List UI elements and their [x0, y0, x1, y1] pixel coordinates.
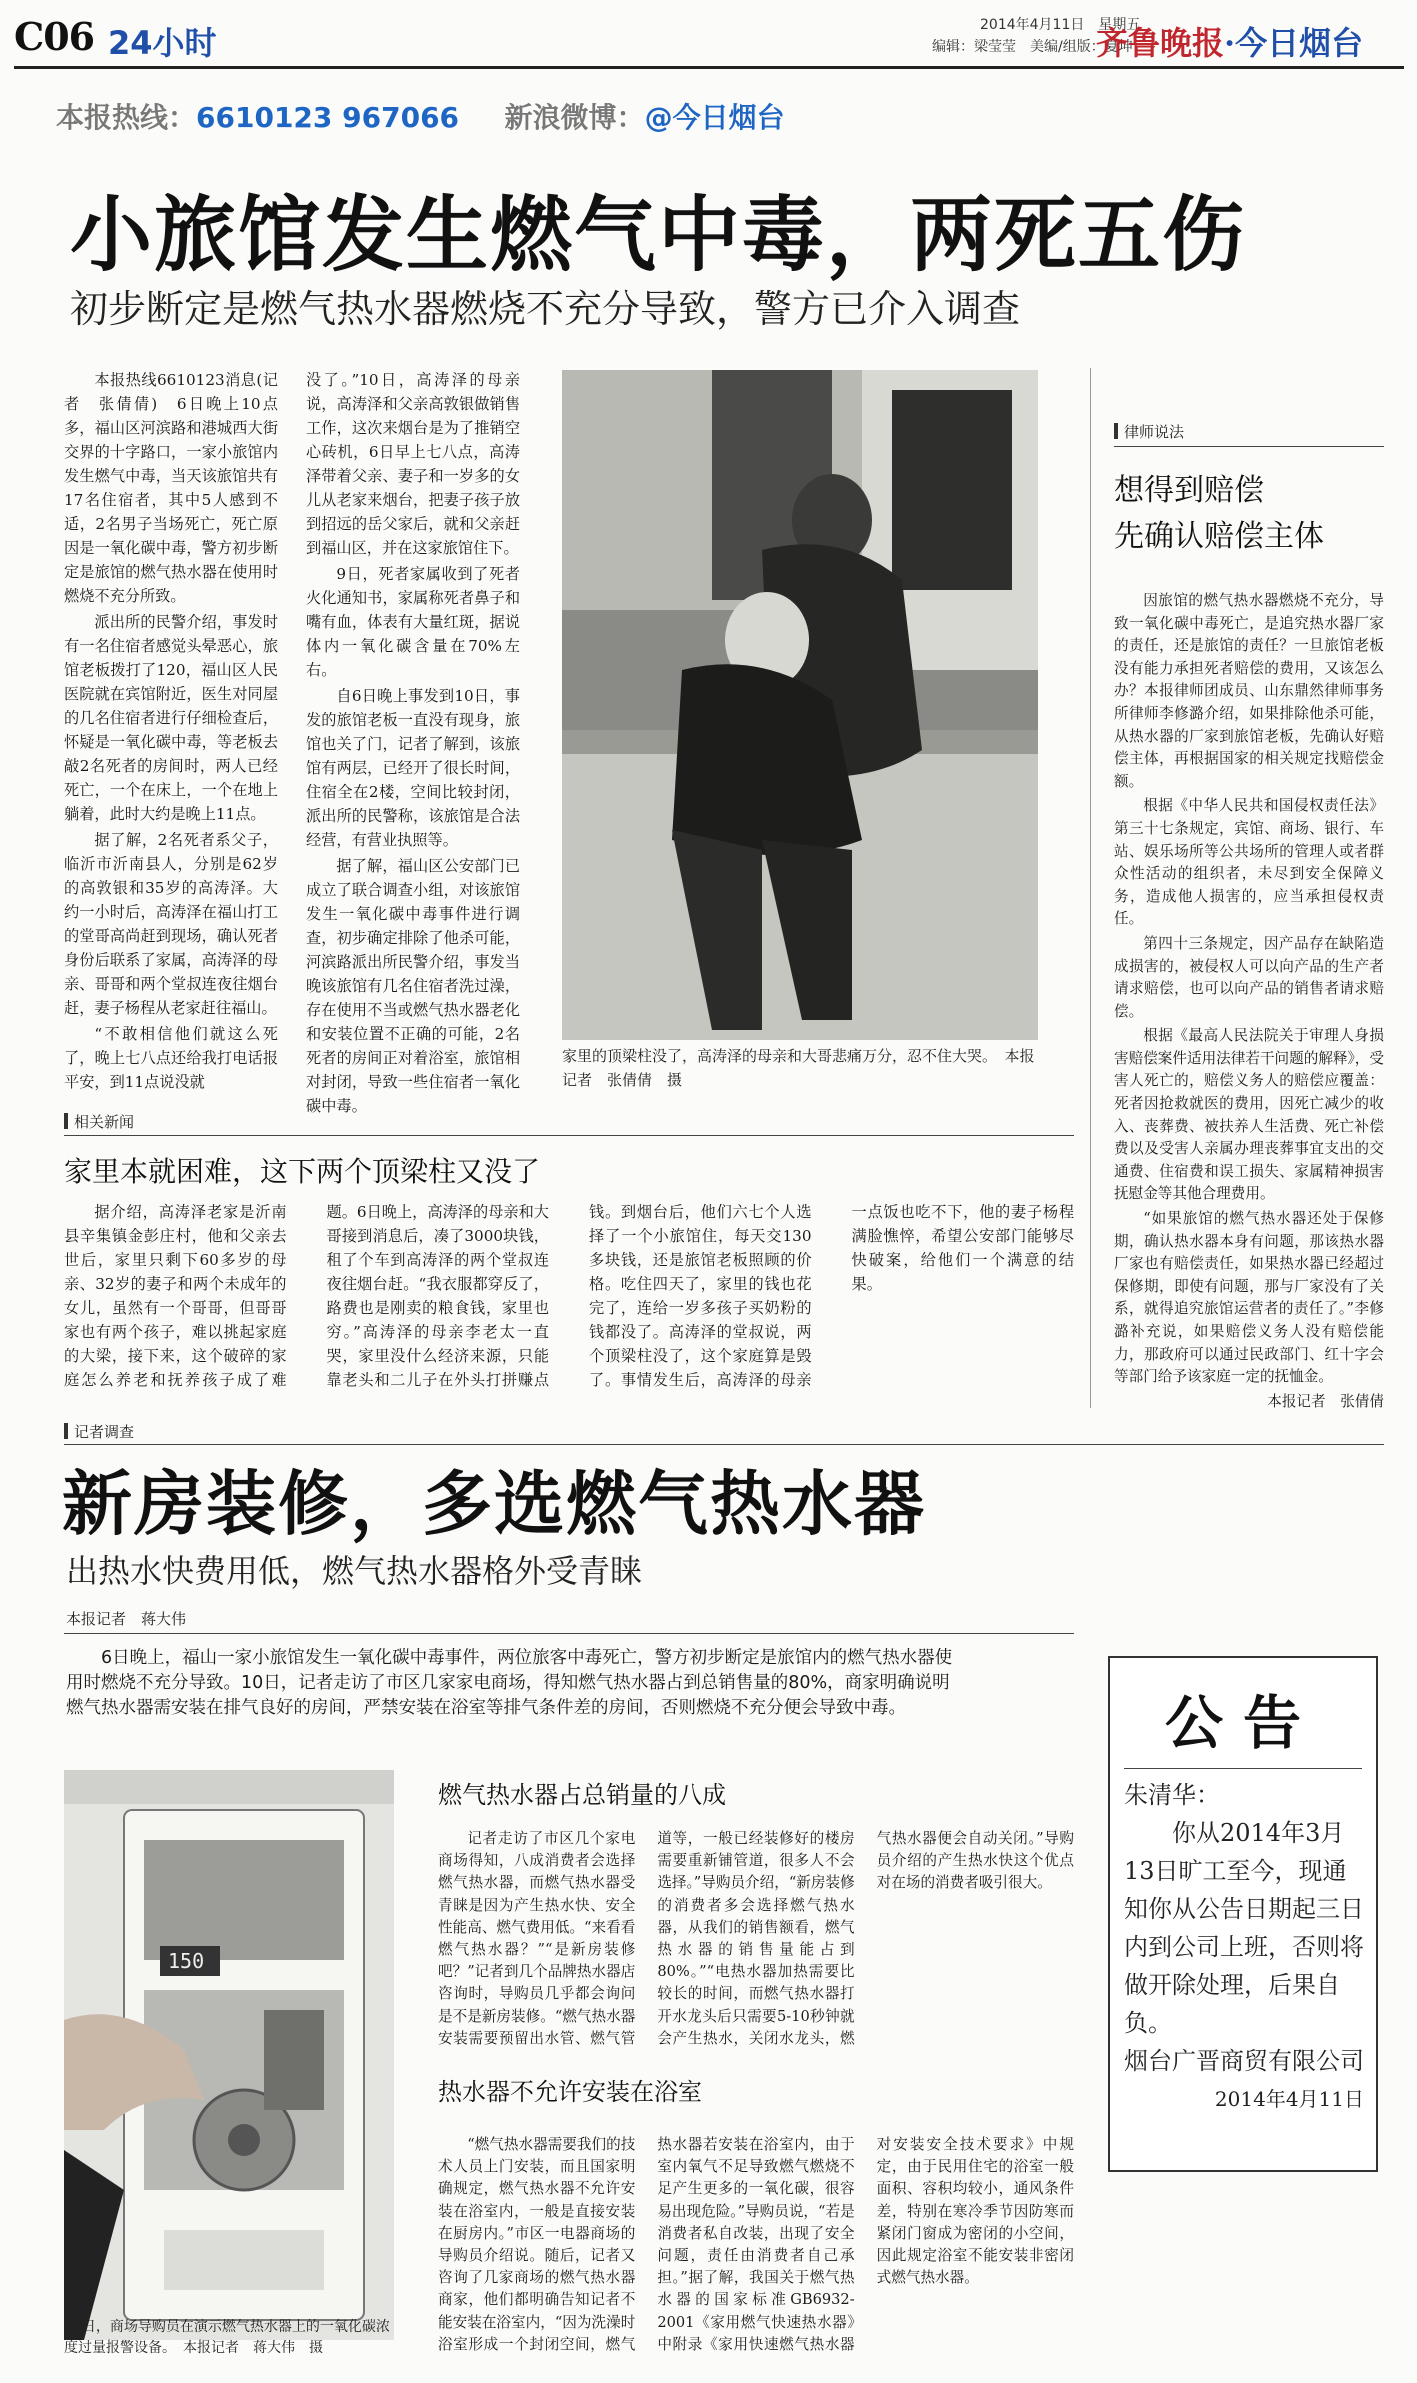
paragraph: 自6日晚上事发到10日，事发的旅馆老板一直没有现身，旅馆也关了门，记者了解到，该旅馆有两层，已经开了很长时间，住宿全在2楼，空间比较封闭，派出所的民警称，该旅馆是合法经营，有营业执照等。	[306, 687, 520, 849]
byline-rule	[64, 1633, 1074, 1634]
tag-rule	[1114, 446, 1384, 447]
paragraph: 因旅馆的燃气热水器燃烧不充分，导致一氧化碳中毒死亡，是追究热水器厂家的责任，还是旅馆的责任？一旦旅馆老板没有能力承担死者赔偿的费用，又该怎么办？本报律师团成员、山东鼎然律师事务所律师李修潞介绍，如果排除他杀可能，从热水器的厂家到旅馆老板，先确认好赔偿主体，再根据国家的相关规定找赔偿金额。	[1114, 592, 1384, 790]
lead-photo	[562, 370, 1038, 1040]
hotline-label: 本报热线：	[56, 101, 197, 134]
paragraph: 据了解，福山区公安部门已成立了联合调查小组，对该旅馆发生一氧化碳中毒事件进行调查，初步确定排除了他杀可能，河滨路派出所民警介绍，事发当晚该旅馆有几名住宿者洗过澡，存在使用不当或燃气热水器老化和安装位置不正确的可能，2名死者的房间正对着浴室，旅馆相对封闭，导致一些住宿者一氧化碳中毒。	[306, 857, 520, 1115]
paragraph: “不敢相信他们就这么死了，晚上七八点还给我打电话报平安，到11点说没就	[64, 1025, 278, 1091]
tag-rule	[64, 1444, 1384, 1445]
heater-photo	[64, 1770, 394, 2340]
tag-rule	[64, 1135, 1074, 1136]
investigation-headline: 新房装修，多选燃气热水器	[62, 1463, 926, 1545]
notice-box	[1108, 1656, 1378, 2172]
notice-body	[1124, 1776, 1364, 2118]
lawyer-tag: 律师说法	[1114, 421, 1184, 442]
notice-date: 2014年4月11日	[1214, 2087, 1364, 2111]
notice-title: 公告	[1164, 1689, 1321, 1757]
investigation-subheadline: 出热水快费用低，燃气热水器格外受青睐	[66, 1552, 643, 1590]
column-divider	[1090, 368, 1091, 1408]
notice-addressee: 朱清华：	[1124, 1781, 1220, 1809]
lead-headline: 小旅馆发生燃气中毒，两死五伤	[70, 188, 1247, 283]
lawyer-signature: 本报记者 张倩倩	[1267, 1392, 1384, 1410]
hotline-numbers: 6610123 967066	[196, 101, 460, 134]
notice-rule	[1124, 1768, 1362, 1769]
lawyer-text	[1114, 590, 1384, 1470]
investigation-lead: 6日晚上，福山一家小旅馆发生一氧化碳中毒事件，两位旅客中毒死亡，警方初步断定是旅馆内的燃气热水器使用时燃烧不充分导致。10日，记者走访了市区几家家电商场，得知燃气热水器占到总销售量的80%，商家明确说明燃气热水器需安装在排气良好的房间，严禁安装在浴室等排气条件差的房间，否则燃烧不充分便会导致中毒。	[66, 1648, 953, 1718]
investigation-byline: 本报记者 蒋大伟	[66, 1610, 187, 1628]
investigation-tag: 记者调查	[64, 1421, 134, 1442]
lead-column-1	[64, 368, 278, 1091]
weibo-handle: @今日烟台	[644, 101, 785, 134]
related-headline: 家里本就困难，这下两个顶梁柱又没了	[64, 1155, 541, 1188]
lead-subheadline: 初步断定是燃气热水器燃烧不充分导致，警方已介入调查	[70, 287, 1021, 331]
paragraph: 据了解，2名死者系父子，临沂市沂南县人，分别是62岁的高敦银和35岁的高涛泽。大约一小时后，高涛泽在福山打工的堂哥高尚赶到现场，确认死者身份后联系了家属，高涛泽的母亲、哥哥和两个堂叔连夜往烟台赶，妻子杨程从老家赶往福山。	[64, 831, 278, 1017]
date-line: 2014年4月11日 星期五	[980, 17, 1141, 33]
related-text: 据介绍，高涛泽老家是沂南县辛集镇金彭庄村，他和父亲去世后，家里只剩下60多岁的母亲、32岁的妻子和两个未成年的女儿，虽然有一个哥哥，但哥哥家也有两个孩子，难以挑起家庭的大梁，接下来，这个破碎的家庭怎么养老和抚养孩子成了难题。6日晚上，高涛泽的母亲和大哥接到消息后，凑了3000块钱，租了个车到高涛泽的两个堂叔连夜往烟台赶。“我衣服都穿反了，路费也是刚卖的粮食钱，家里也穷。”高涛泽的母亲李老太一直哭，家里没什么经济来源，只能靠老头和二儿子在外头打拼赚点钱。到烟台后，他们六七个人选择了一个小旅馆住，每天交130多块钱，还是旅馆老板照顾的价格。吃住四天了，家里的钱也花完了，连给一岁多孩子买奶粉的钱都没了。高涛泽的堂叔说，两个顶梁柱没了，这个家庭算是毁了。事情发生后，高涛泽的母亲一点饭也吃不下，他的妻子杨程满脸憔悴，希望公安部门能够尽快破案，给他们一个满意的结果。	[64, 1203, 1074, 1389]
paragraph: 本报热线6610123消息(记者 张倩倩) 6日晚上10点多，福山区河滨路和港城西大街交界的十字路口，一家小旅馆内发生燃气中毒，当天该旅馆共有17名住宿者，其中5人感到不适，2名男子当场死亡，死亡原因是一氧化碳中毒，警方初步断定是旅馆的燃气热水器在使用时燃烧不充分所致。	[64, 371, 278, 605]
paragraph: 根据《中华人民共和国侵权责任法》第三十七条规定，宾馆、商场、银行、车站、娱乐场所等公共场所的管理人或者群众性活动的组织者，未尽到安全保障义务，造成他人损害的，应当承担侵权责任。	[1114, 797, 1384, 928]
brand-name: 齐鲁晚报	[1096, 24, 1225, 62]
paragraph: 根据《最高人民法院关于审理人身损害赔偿案件适用法律若干问题的解释》，受害人死亡的，赔偿义务人的赔偿应覆盖：死者因抢救就医的费用，因死亡减少的收入、丧葬费、被扶养人生活费、死亡补偿费以及受害人亲属办理丧葬事宜支出的交通费、住宿费和误工损失、家属精神损害抚慰金等其他合理费用。	[1114, 1027, 1384, 1203]
paragraph: 没了。”10日，高涛泽的母亲说，高涛泽和父亲高敦银做销售工作，这次来烟台是为了推销空心砖机，6日早上七八点，高涛泽带着父亲、妻子和一岁多的女儿从老家来烟台，把妻子孩子放到招远的岳父家后，就和父亲赶到福山区，并在这家旅馆住下。	[306, 371, 520, 557]
paragraph: 第四十三条规定，因产品存在缺陷造成损害的，被侵权人可以向产品的生产者请求赔偿，也可以向产品的销售者请求赔偿。	[1114, 934, 1384, 1020]
investigation-subhead-1: 燃气热水器占总销量的八成	[438, 1781, 726, 1809]
page-number: C06	[14, 14, 95, 59]
edition-name: ·今日烟台	[1224, 24, 1364, 62]
editors-line: 编辑：梁莹莹 美编/组版：夏坤	[932, 39, 1133, 55]
related-tag: 相关新闻	[64, 1111, 134, 1132]
paragraph: “如果旅馆的燃气热水器还处于保修期，确认热水器本身有问题，那该热水器厂家也有赔偿责任，如果热水器已经超过保修期，即使有问题，那与厂家没有了关系，就得追究旅馆运营者的责任了。”李修潞补充说，如果赔偿义务人没有赔偿能力，那政府可以通过民政部门、红十字会等部门给予该家庭一定的抚恤金。	[1114, 1210, 1384, 1386]
header-rule	[14, 66, 1404, 69]
lead-photo-caption: 家里的顶梁柱没了，高涛泽的母亲和大哥悲痛万分，忍不住大哭。 本报记者 张倩倩 摄	[562, 1047, 1035, 1089]
investigation-subhead-2: 热水器不允许安装在浴室	[438, 2078, 702, 2106]
notice-company: 烟台广晋商贸有限公司	[1124, 2047, 1364, 2075]
investigation-section-2-text: “燃气热水器需要我们的技术人员上门安装，而且国家明确规定，燃气热水器不允许安装在浴室内，一般是直接安装在厨房内。”市区一电器商场的导购员介绍说。随后，记者又咨询了几家商场的燃气热水器商家，他们都明确告知记者不能安装在浴室内，“因为洗澡时浴室形成一个封闭空间，燃气热水器若安装在浴室内，由于室内氧气不足导致燃气燃烧不足产生更多的一氧化碳，很容易出现危险。”导购员说，“若是消费者私自改装，出现了安全问题，责任由消费者自己承担。”据了解，我国关于燃气热水器的国家标准GB6932-2001《家用燃气快速热水器》中附录《家用快速燃气热水器对安装安全技术要求》中规定，由于民用住宅的浴室一般面积、容积均较小，通风条件差，特别在寒冷季节因防寒而紧闭门窗成为密闭的小空间，因此规定浴室不能安装非密闭式燃气热水器。	[438, 2136, 1074, 2353]
investigation-section-1-text: 记者走访了市区几个家电商场得知，八成消费者会选择燃气热水器，而燃气热水器受青睐是因为产生热水快、安全性能高、燃气费用低。“来看看燃气热水器？”“是新房装修吧？”记者到几个品牌热水器店咨询时，导购员几乎都会询问是不是新房装修。“燃气热水器安装需要预留出水管、燃气管道等，一般已经装修好的楼房需要重新铺管道，很多人不会选择。”导购员介绍，“新房装修的消费者多会选择燃气热水器，从我们的销售额看，燃气热水器的销售量能占到80%。”“电热水器加热需要比较长的时间，而燃气热水器打开水龙头后只需要5-10秒钟就会产生热水，关闭水龙头，燃气热水器便会自动关闭。”导购员介绍的产生热水快这个优点对在场的消费者吸引很大。	[438, 1830, 1074, 2047]
heater-photo-caption: 10日，商场导购员在演示燃气热水器上的一氧化碳浓度过量报警设备。 本报记者 蒋大伟 摄	[64, 2319, 390, 2356]
newspaper-brand	[1096, 18, 1363, 64]
hotline-bar	[56, 96, 785, 136]
lawyer-title-line-1: 想得到赔偿	[1114, 473, 1264, 508]
paragraph: 9日，死者家属收到了死者火化通知书，家属称死者鼻子和嘴有血，体表有大量红斑，据说体内一氧化碳含量在70%左右。	[306, 565, 520, 679]
section-name: 24小时	[108, 24, 217, 62]
heater-display-readout: 150	[168, 1949, 205, 1973]
lead-column-2	[306, 368, 520, 1115]
paragraph: 派出所的民警介绍，事发时有一名住宿者感觉头晕恶心，旅馆老板拨打了120，福山区人民医院就在宾馆附近，医生对同屋的几名住宿者进行仔细检查后，怀疑是一氧化碳中毒，等老板去敲2名死者的房间时，两人已经死亡，一个在床上，一个在地上躺着，此时大约是晚上11点。	[64, 613, 278, 823]
lawyer-title-line-2: 先确认赔偿主体	[1114, 519, 1324, 554]
weibo-label: 新浪微博：	[504, 101, 645, 134]
notice-text: 你从2014年3月13日旷工至今，现通知你从公告日期起三日内到公司上班，否则将做开除处理，后果自负。	[1124, 1819, 1364, 2037]
